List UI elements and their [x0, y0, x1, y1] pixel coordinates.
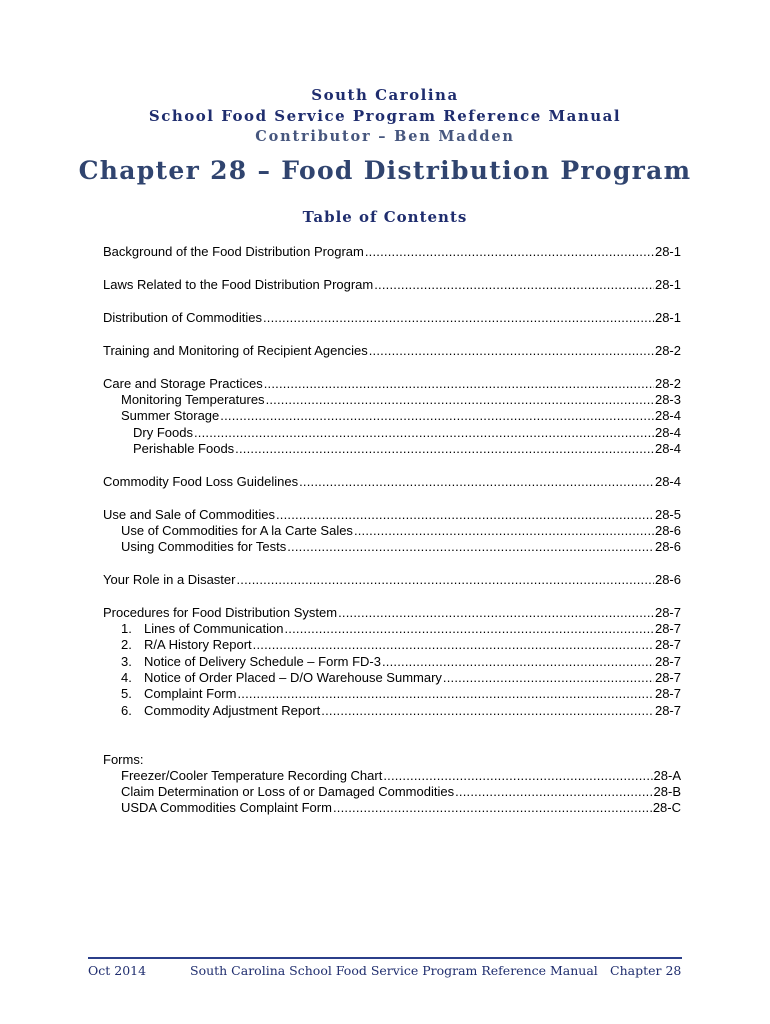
toc-entry-page: 28-4 [654, 441, 681, 456]
toc-entry-page: 28-7 [654, 670, 681, 685]
footer-manual-title: South Carolina School Food Service Program Reference Manual [190, 963, 598, 978]
forms-entry-page: 28-C [652, 800, 681, 815]
forms-entry [121, 784, 681, 800]
toc-entry [103, 507, 681, 523]
toc-entry-page: 28-5 [654, 507, 681, 522]
header-state: South Carolina [311, 86, 459, 104]
toc-leader-dots [220, 408, 654, 424]
toc-entry-title: Distribution of Commodities [103, 310, 262, 325]
toc-entry [103, 277, 681, 293]
toc-leader-dots [284, 621, 654, 637]
footer-date: Oct 2014 [88, 963, 147, 978]
toc-leader-dots [263, 310, 654, 326]
toc-entry-page: 28-2 [654, 376, 681, 391]
toc-entry-title: Use and Sale of Commodities [103, 507, 275, 522]
toc-numbered-entry [121, 621, 681, 637]
toc-entry-page: 28-7 [654, 703, 681, 718]
forms-entry-page: 28-A [653, 768, 681, 783]
toc-subentry [121, 539, 681, 555]
toc-entry [103, 605, 681, 621]
toc-entry-title: Perishable Foods [133, 441, 235, 456]
toc-entry-page: 28-1 [654, 244, 681, 259]
toc-entry-title: Monitoring Temperatures [121, 392, 265, 407]
toc-entry-page: 28-4 [654, 474, 681, 489]
chapter-title: Chapter 28 – Food Distribution Program [78, 156, 692, 185]
header-contributor: Contributor – Ben Madden [255, 128, 515, 145]
toc-numbered-entry [121, 637, 681, 653]
toc-heading: Table of Contents [302, 208, 468, 226]
toc-leader-dots [321, 703, 654, 719]
toc-leader-dots [299, 474, 654, 490]
toc-entry-page: 28-3 [654, 392, 681, 407]
toc-entry-page: 28-6 [654, 539, 681, 554]
toc-entry-text: Lines of Communication [144, 621, 284, 636]
toc-leader-dots [276, 507, 654, 523]
toc-entry-title [121, 621, 283, 637]
toc-leader-dots [235, 441, 654, 457]
toc-leader-dots [237, 686, 654, 702]
toc-entry-page: 28-7 [654, 686, 681, 701]
toc-leader-dots [253, 637, 654, 653]
toc-entry-title: Using Commodities for Tests [121, 539, 287, 554]
toc-leader-dots [338, 605, 654, 621]
toc-leader-dots [354, 523, 654, 539]
toc-entry [103, 310, 681, 326]
toc-leader-dots [194, 425, 654, 441]
forms-entry [121, 768, 681, 784]
toc-entry [103, 343, 681, 359]
toc-entry-title: Commodity Food Loss Guidelines [103, 474, 299, 489]
toc-entry-number: 4. [121, 670, 132, 685]
toc-leader-dots [264, 376, 654, 392]
toc-entry-text: Commodity Adjustment Report [144, 703, 321, 718]
toc-entry-number: 6. [121, 703, 132, 718]
toc-entry-number: 3. [121, 654, 132, 669]
footer-chapter: Chapter 28 [610, 963, 682, 978]
toc-subentry [121, 408, 681, 424]
toc-leader-dots [287, 539, 654, 555]
toc-entry-title: Use of Commodities for A la Carte Sales [121, 523, 353, 538]
toc-numbered-entry [121, 654, 681, 670]
toc-entry-text: Notice of Delivery Schedule – Form FD-3 [144, 654, 381, 669]
toc-entry [103, 244, 681, 260]
toc-entry-page: 28-1 [654, 310, 681, 325]
toc-leader-dots [333, 800, 652, 816]
toc-entry-title: Training and Monitoring of Recipient Agencies [103, 343, 368, 358]
toc-entry [103, 572, 681, 588]
toc-entry [103, 376, 681, 392]
toc-entry-page: 28-7 [654, 605, 681, 620]
toc-entry-page: 28-1 [654, 277, 681, 292]
toc-entry-text: Complaint Form [144, 686, 237, 701]
toc-entry-page: 28-4 [654, 425, 681, 440]
toc-entry-title [121, 637, 252, 653]
toc-leader-dots [365, 244, 654, 260]
toc-subentry [121, 392, 681, 408]
toc-entry-title [121, 703, 320, 719]
toc-entry-page: 28-6 [654, 523, 681, 538]
toc-leader-dots [443, 670, 654, 686]
toc-entry-title: Laws Related to the Food Distribution Program [103, 277, 374, 292]
forms-entry [121, 800, 681, 816]
forms-entry-title: Freezer/Cooler Temperature Recording Chart [121, 768, 383, 783]
toc-entry [103, 474, 681, 490]
toc-leader-dots [383, 768, 652, 784]
toc-entry-page: 28-6 [654, 572, 681, 587]
toc-entry-title: Summer Storage [121, 408, 220, 423]
toc-entry-title: Your Role in a Disaster [103, 572, 236, 587]
toc-leader-dots [374, 277, 654, 293]
toc-entry-page: 28-7 [654, 621, 681, 636]
toc-entry-title [121, 670, 442, 686]
forms-entry-title: USDA Commodities Complaint Form [121, 800, 332, 815]
footer-divider [88, 957, 682, 959]
toc-entry-title: Care and Storage Practices [103, 376, 263, 391]
toc-entry-title: Dry Foods [133, 425, 193, 440]
toc-entry-page: 28-7 [654, 637, 681, 652]
header-manual-title: School Food Service Program Reference Manual [148, 107, 622, 125]
toc-entry-number: 2. [121, 637, 132, 652]
toc-numbered-entry [121, 670, 681, 686]
toc-leader-dots [266, 392, 654, 408]
forms-entry-page: 28-B [653, 784, 681, 799]
toc-subsubentry [133, 425, 681, 441]
forms-label: Forms: [103, 752, 144, 767]
toc-numbered-entry [121, 686, 681, 702]
toc-entry-number: 5. [121, 686, 132, 701]
toc-subsubentry [133, 441, 681, 457]
toc-entry-page: 28-2 [654, 343, 681, 358]
toc-entry-number: 1. [121, 621, 132, 636]
toc-entry-text: Notice of Order Placed – D/O Warehouse Summary [144, 670, 442, 685]
toc-numbered-entry [121, 703, 681, 719]
toc-leader-dots [455, 784, 652, 800]
toc-entry-title: Procedures for Food Distribution System [103, 605, 338, 620]
toc-entry-title [121, 686, 236, 702]
toc-entry-title [121, 654, 381, 670]
forms-entry-title: Claim Determination or Loss of or Damaged Commodities [121, 784, 455, 799]
toc-leader-dots [382, 654, 654, 670]
toc-subentry [121, 523, 681, 539]
toc-entry-text: R/A History Report [144, 637, 252, 652]
toc-leader-dots [369, 343, 654, 359]
toc-entry-title: Background of the Food Distribution Program [103, 244, 364, 259]
toc-leader-dots [236, 572, 653, 588]
toc-entry-page: 28-4 [654, 408, 681, 423]
toc-entry-page: 28-7 [654, 654, 681, 669]
